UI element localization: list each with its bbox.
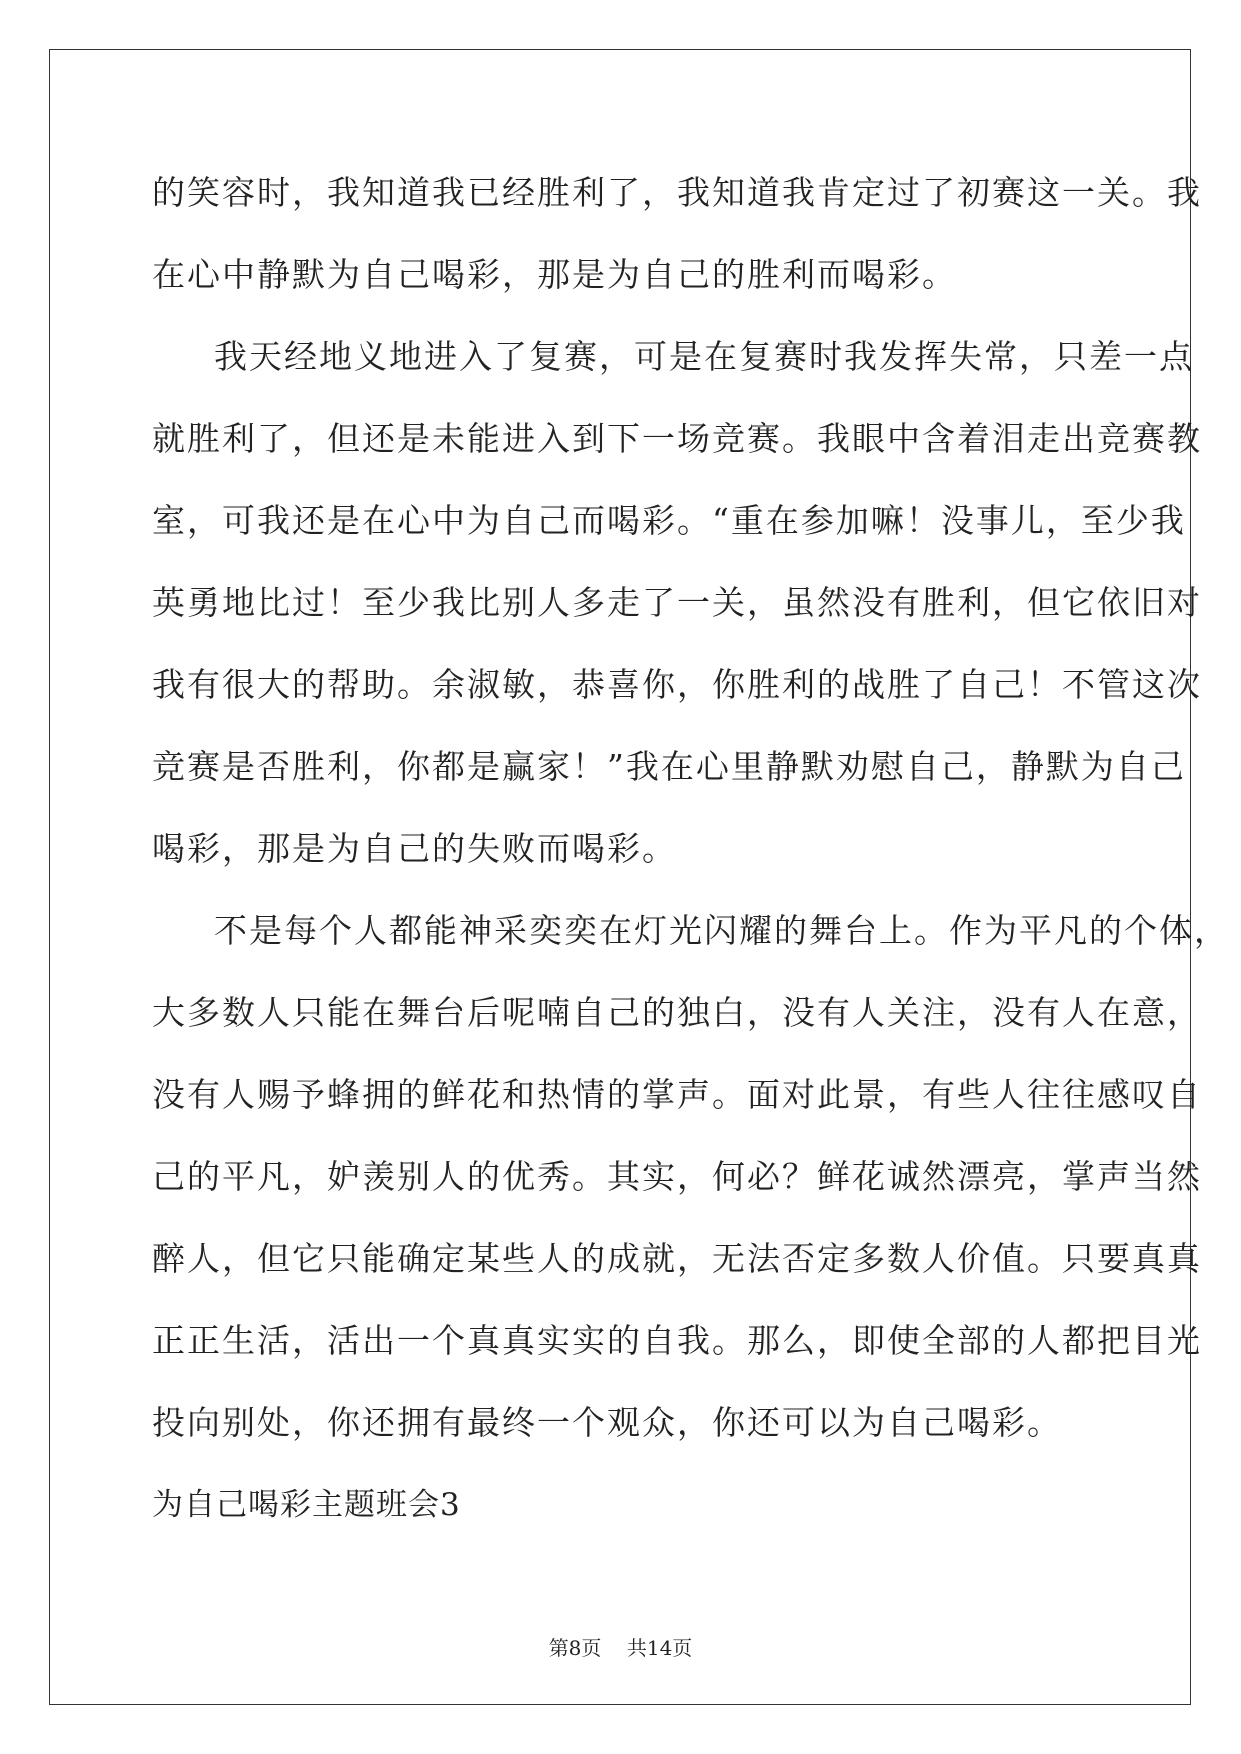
- text-line: 室，可我还是在心中为自己而喝彩。“重在参加嘛！没事儿，至少我: [152, 501, 1186, 540]
- page-number: 第8页 共14页: [548, 1636, 693, 1660]
- text-line: 正正生活，活出一个真真实实的自我。那么，即使全部的人都把目光: [152, 1321, 1202, 1360]
- text-line: 竞赛是否胜利，你都是赢家！”我在心里静默劝慰自己，静默为自己: [152, 747, 1186, 786]
- text-line: 我天经地义地进入了复赛，可是在复赛时我发挥失常，只差一点: [214, 337, 1194, 376]
- text-line: 大多数人只能在舞台后呢喃自己的独白，没有人关注，没有人在意，: [152, 993, 1202, 1032]
- text-line: 喝彩，那是为自己的失败而喝彩。: [152, 829, 677, 868]
- text-line: 的笑容时，我知道我已经胜利了，我知道我肯定过了初赛这一关。我: [152, 173, 1202, 212]
- text-line: 我有很大的帮助。余淑敏，恭喜你，你胜利的战胜了自己！不管这次: [152, 665, 1202, 704]
- document-body: [152, 160, 1229, 1554]
- text-line: 就胜利了，但还是未能进入到下一场竞赛。我眼中含着泪走出竞赛教: [152, 419, 1202, 458]
- text-line: 投向别处，你还拥有最终一个观众，你还可以为自己喝彩。: [152, 1403, 1062, 1442]
- text-line: 己的平凡，妒羡别人的优秀。其实，何必？鲜花诚然漂亮，掌声当然: [152, 1157, 1202, 1196]
- text-line: 不是每个人都能神采奕奕在灯光闪耀的舞台上。作为平凡的个体，: [214, 911, 1229, 950]
- text-line: 英勇地比过！至少我比别人多走了一关，虽然没有胜利，但它依旧对: [152, 583, 1202, 622]
- text-line: 在心中静默为自己喝彩，那是为自己的胜利而喝彩。: [152, 255, 957, 294]
- text-line: 没有人赐予蜂拥的鲜花和热情的掌声。面对此景，有些人往往感叹自: [152, 1075, 1202, 1114]
- text-line: 醉人，但它只能确定某些人的成就，无法否定多数人价值。只要真真: [152, 1239, 1202, 1278]
- section-title: 为自己喝彩主题班会3: [152, 1487, 461, 1523]
